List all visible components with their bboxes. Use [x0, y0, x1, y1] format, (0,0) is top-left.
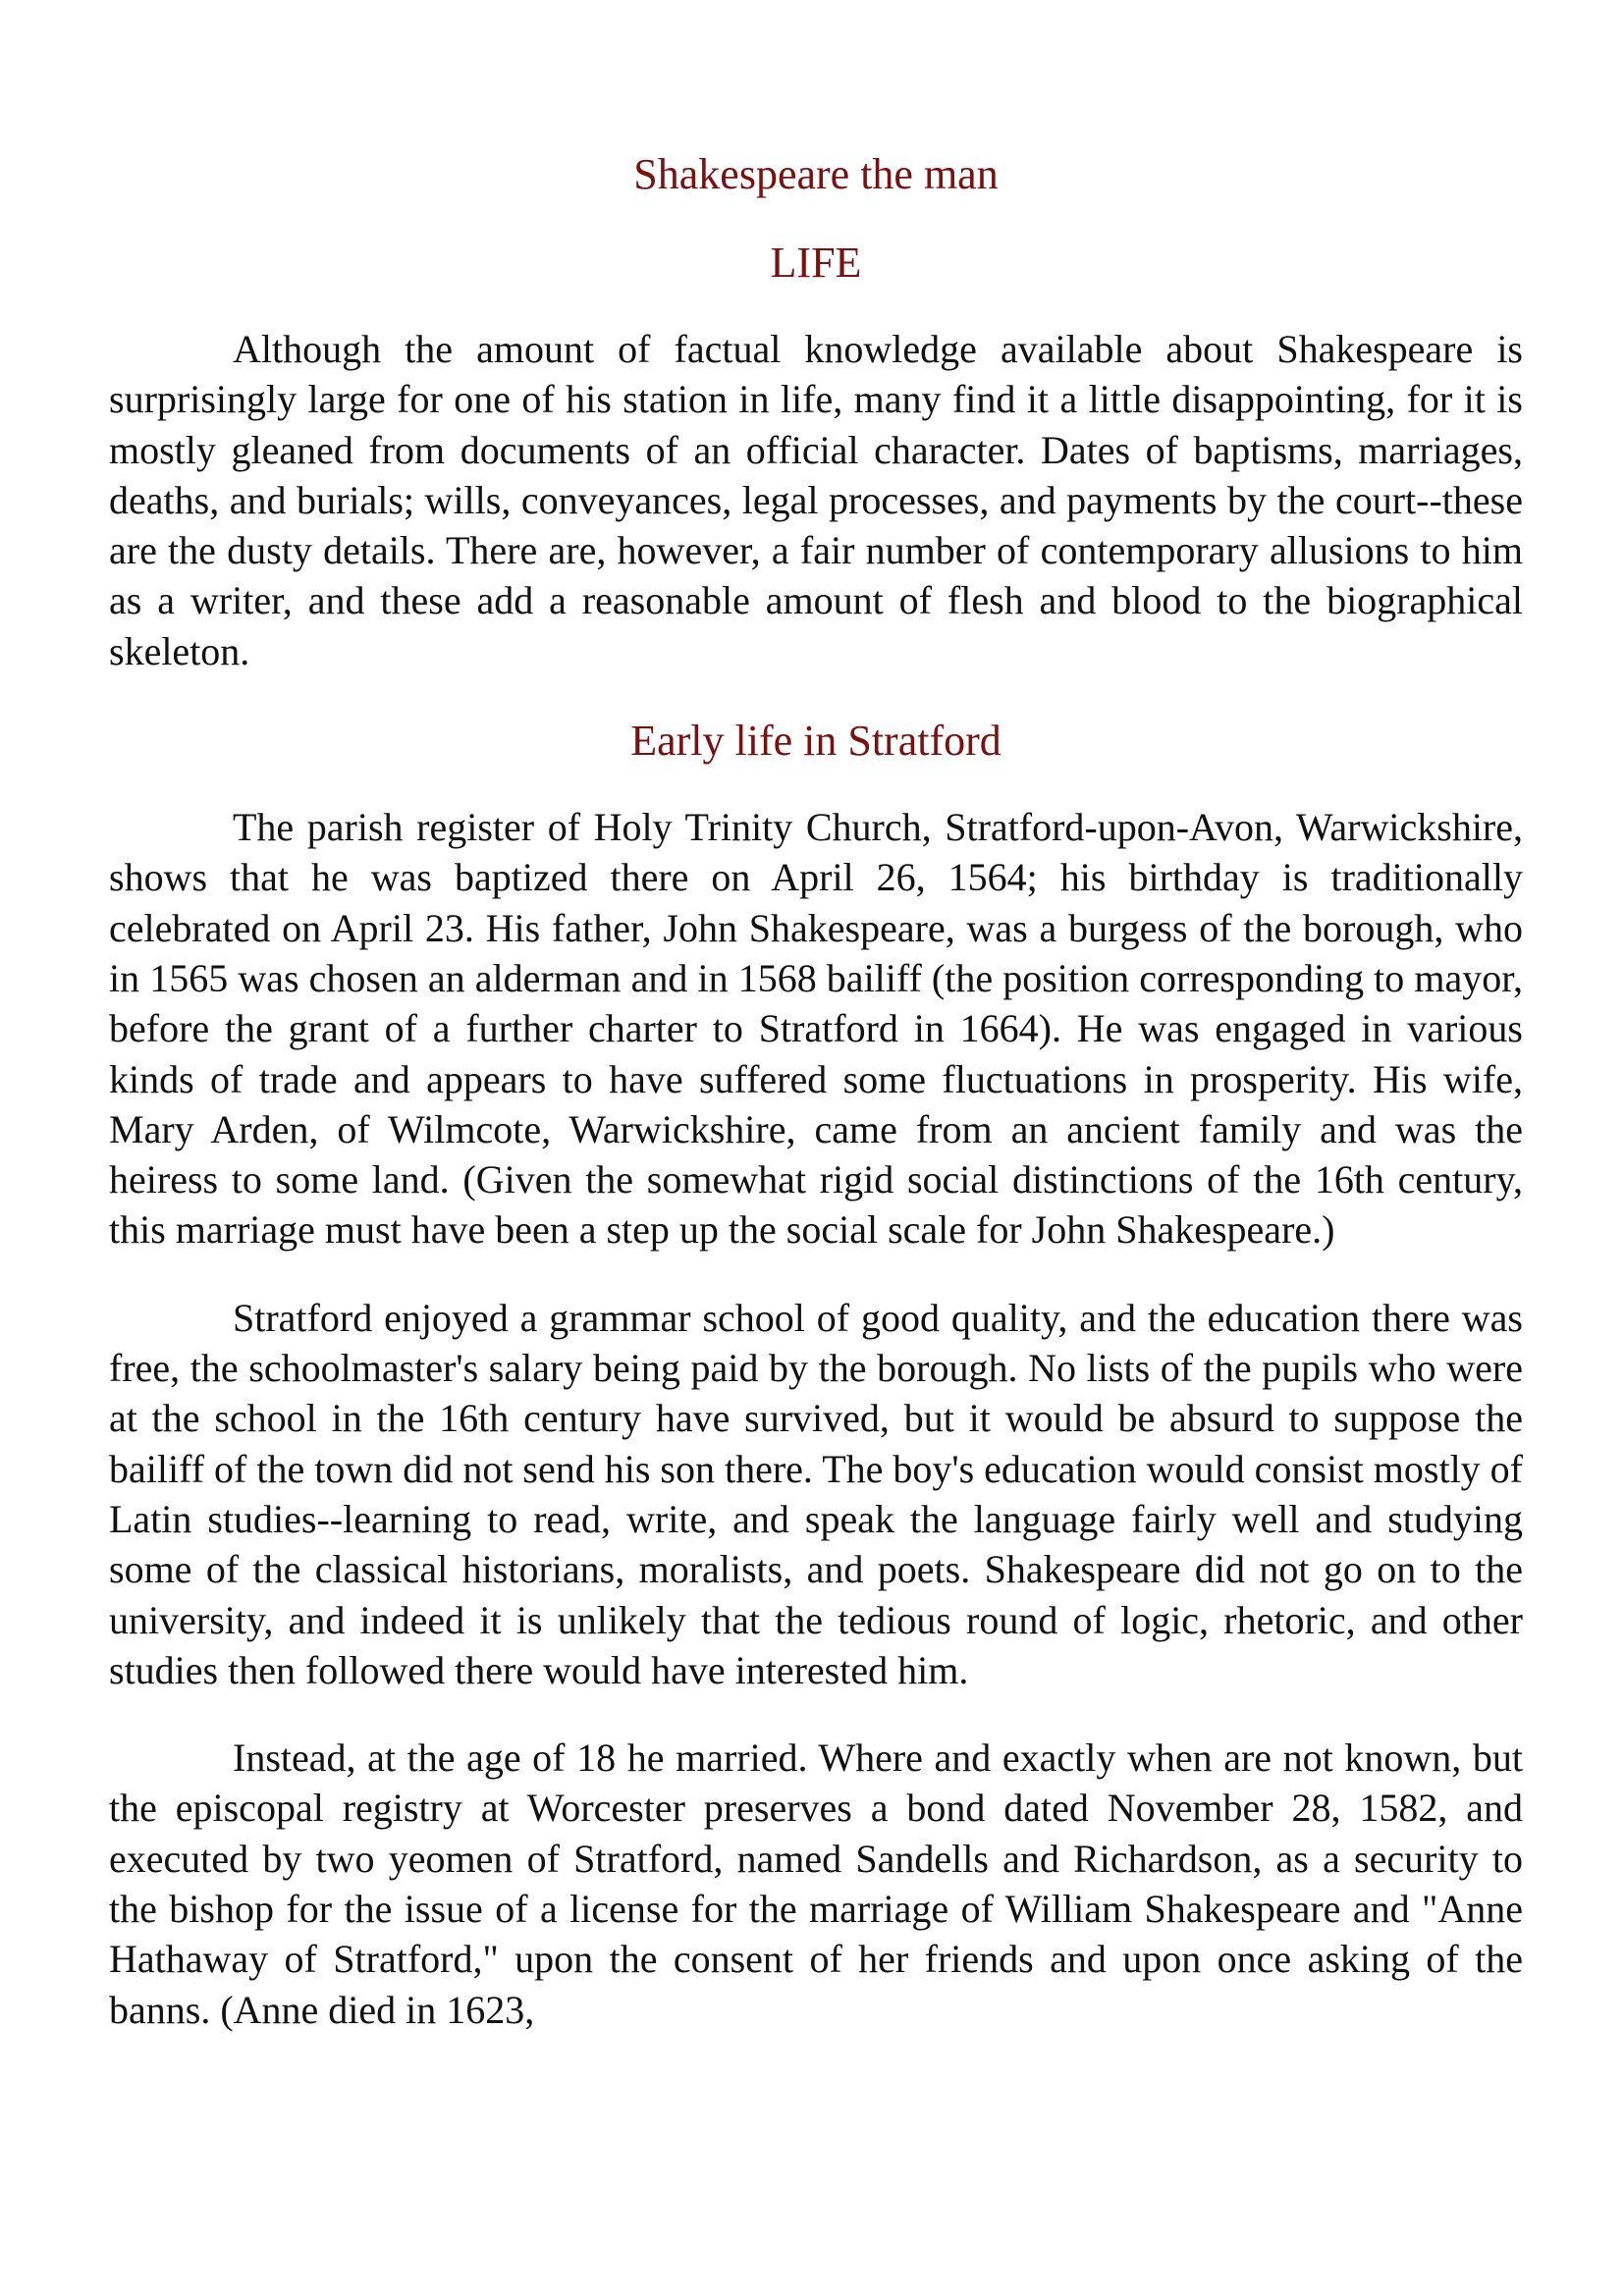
paragraph-parish-register: The parish register of Holy Trinity Church, Stratford-upon-Avon, Warwickshire, shows that he was baptized there on April 26, 1564; his birthday is traditionally celebrated on April 23. His father, John Shakespeare, was a burgess of the borough, who in 1565 was chosen an alderman and in 1568 bailiff (the position corresponding to mayor, before the grant of a further charter to Stratford in 1664). He was engaged in various kinds of trade and appears to have suffered some fluctuations in prosperity. His wife, Mary Arden, of Wilmcote, Warwickshire, came from an ancient family and was the heiress to some land. (Given the somewhat rigid social distinctions of the 16th century, this marriage must have been a step up the social scale for John Shakespeare.) — [109, 805, 1523, 1253]
chapter-heading: LIFE — [770, 239, 862, 287]
paragraph-grammar-school: Stratford enjoyed a grammar school of good quality, and the education there was free, the schoolmaster's salary being paid by the borough. No lists of the pupils who were at the school in the 16th century have survived, but it would be absurd to suppose the bailiff of the town did not send his son there. The boy's education would consist mostly of Latin studies--learning to read, write, and speak the language fairly well and studying some of the classical historians, moralists, and poets. Shakespeare did not go on to the university, and indeed it is unlikely that the tedious round of logic, rhetoric, and other studies then followed there would have interested him. — [109, 1295, 1523, 1692]
paragraph-marriage: Instead, at the age of 18 he married. Where and exactly when are not known, but the episcopal registry at Worcester preserves a bond dated November 28, 1582, and executed by two yeomen of Stratford, named Sandells and Richardson, as a security to the bishop for the issue of a license for the marriage of William Shakespeare and "Anne Hathaway of Stratford," upon the consent of her friends and upon once asking of the banns. (Anne died in 1623, — [109, 1735, 1523, 2032]
document-page — [109, 147, 1523, 2072]
page-title: Shakespeare the man — [633, 150, 999, 198]
section-heading: Early life in Stratford — [630, 717, 1001, 766]
paragraph-intro: Although the amount of factual knowledge available about Shakespeare is surprisingly large for one of his station in life, many find it a little disappointing, for it is mostly gleaned from documents of an official character. Dates of baptisms, marriages, deaths, and burials; wills, conveyances, legal processes, and payments by the court--these are the dusty details. There are, however, a fair number of contemporary allusions to him as a writer, and these add a reasonable amount of flesh and blood to the biographical skeleton. — [109, 327, 1523, 673]
